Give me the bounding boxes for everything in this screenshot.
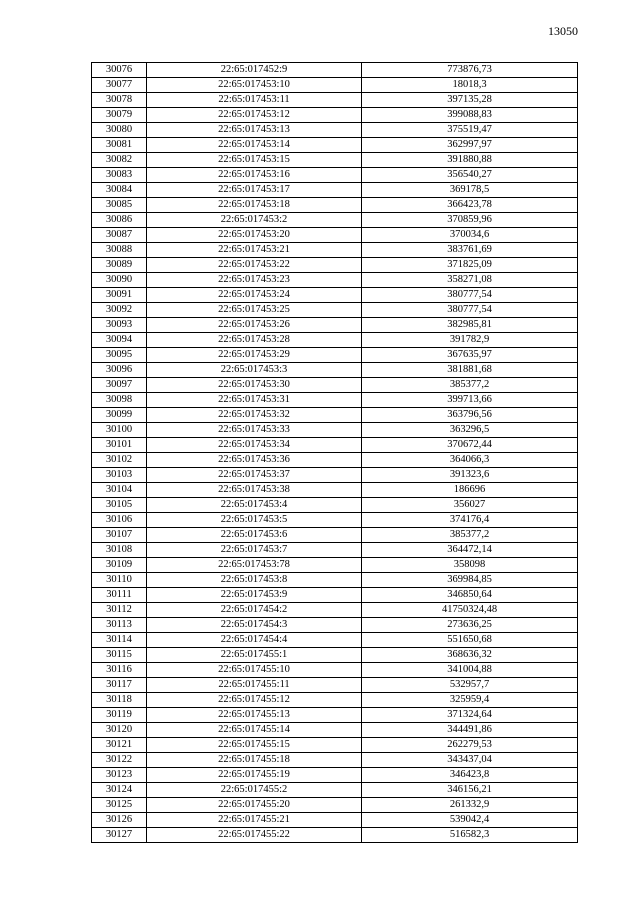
- cadastral-number-cell: 22:65:017455:11: [147, 678, 362, 693]
- cadastral-number-cell: 22:65:017455:21: [147, 813, 362, 828]
- cadastral-number-cell: 22:65:017453:6: [147, 528, 362, 543]
- cadastral-value-cell: 391323,6: [362, 468, 578, 483]
- row-number-cell: 30121: [92, 738, 147, 753]
- table-row: [92, 483, 578, 498]
- row-number-cell: 30091: [92, 288, 147, 303]
- table-row: [92, 768, 578, 783]
- row-number-cell: 30127: [92, 828, 147, 843]
- cadastral-number-cell: 22:65:017453:2: [147, 213, 362, 228]
- cadastral-value-cell: 391782,9: [362, 333, 578, 348]
- table-row: [92, 333, 578, 348]
- cadastral-value-cell: 380777,54: [362, 288, 578, 303]
- table-row: [92, 408, 578, 423]
- cadastral-value-cell: 261332,9: [362, 798, 578, 813]
- table-row: [92, 633, 578, 648]
- table-row: [92, 453, 578, 468]
- row-number-cell: 30118: [92, 693, 147, 708]
- row-number-cell: 30100: [92, 423, 147, 438]
- cadastral-number-cell: 22:65:017453:12: [147, 108, 362, 123]
- table-row: [92, 108, 578, 123]
- row-number-cell: 30096: [92, 363, 147, 378]
- cadastral-number-cell: 22:65:017453:4: [147, 498, 362, 513]
- row-number-cell: 30097: [92, 378, 147, 393]
- cadastral-number-cell: 22:65:017453:38: [147, 483, 362, 498]
- cadastral-number-cell: 22:65:017453:8: [147, 573, 362, 588]
- cadastral-number-cell: 22:65:017455:2: [147, 783, 362, 798]
- cadastral-value-cell: 369178,5: [362, 183, 578, 198]
- table-row: [92, 783, 578, 798]
- row-number-cell: 30119: [92, 708, 147, 723]
- row-number-cell: 30084: [92, 183, 147, 198]
- row-number-cell: 30110: [92, 573, 147, 588]
- table-row: [92, 348, 578, 363]
- table-row: [92, 678, 578, 693]
- cadastral-value-cell: 356540,27: [362, 168, 578, 183]
- cadastral-value-cell: 369984,85: [362, 573, 578, 588]
- row-number-cell: 30111: [92, 588, 147, 603]
- cadastral-value-cell: 383761,69: [362, 243, 578, 258]
- cadastral-value-cell: 346156,21: [362, 783, 578, 798]
- table-row: [92, 513, 578, 528]
- cadastral-value-cell: 362997,97: [362, 138, 578, 153]
- row-number-cell: 30107: [92, 528, 147, 543]
- row-number-cell: 30080: [92, 123, 147, 138]
- table-row: [92, 378, 578, 393]
- table-row: [92, 573, 578, 588]
- row-number-cell: 30124: [92, 783, 147, 798]
- row-number-cell: 30120: [92, 723, 147, 738]
- table-row: [92, 213, 578, 228]
- row-number-cell: 30122: [92, 753, 147, 768]
- table-row: [92, 228, 578, 243]
- table-row: [92, 543, 578, 558]
- row-number-cell: 30116: [92, 663, 147, 678]
- cadastral-number-cell: 22:65:017453:21: [147, 243, 362, 258]
- table-row: [92, 723, 578, 738]
- cadastral-number-cell: 22:65:017453:33: [147, 423, 362, 438]
- cadastral-number-cell: 22:65:017455:18: [147, 753, 362, 768]
- cadastral-value-cell: 368636,32: [362, 648, 578, 663]
- row-number-cell: 30114: [92, 633, 147, 648]
- cadastral-number-cell: 22:65:017453:15: [147, 153, 362, 168]
- row-number-cell: 30094: [92, 333, 147, 348]
- row-number-cell: 30109: [92, 558, 147, 573]
- cadastral-value-cell: 367635,97: [362, 348, 578, 363]
- cadastral-value-cell: 346850,64: [362, 588, 578, 603]
- cadastral-value-cell: 370034,6: [362, 228, 578, 243]
- table-row: [92, 363, 578, 378]
- cadastral-number-cell: 22:65:017453:36: [147, 453, 362, 468]
- cadastral-number-cell: 22:65:017453:17: [147, 183, 362, 198]
- row-number-cell: 30089: [92, 258, 147, 273]
- row-number-cell: 30112: [92, 603, 147, 618]
- table-row: [92, 798, 578, 813]
- cadastral-number-cell: 22:65:017455:13: [147, 708, 362, 723]
- cadastral-value-cell: 364472,14: [362, 543, 578, 558]
- cadastral-value-cell: 382985,81: [362, 318, 578, 333]
- row-number-cell: 30092: [92, 303, 147, 318]
- cadastral-value-cell: 397135,28: [362, 93, 578, 108]
- table-row: [92, 813, 578, 828]
- cadastral-number-cell: 22:65:017453:26: [147, 318, 362, 333]
- cadastral-value-cell: 551650,68: [362, 633, 578, 648]
- cadastral-value-cell: 375519,47: [362, 123, 578, 138]
- row-number-cell: 30113: [92, 618, 147, 633]
- cadastral-number-cell: 22:65:017453:22: [147, 258, 362, 273]
- table-row: [92, 63, 578, 78]
- cadastral-value-cell: 539042,4: [362, 813, 578, 828]
- row-number-cell: 30126: [92, 813, 147, 828]
- table-row: [92, 753, 578, 768]
- cadastral-value-cell: 341004,88: [362, 663, 578, 678]
- cadastral-number-cell: 22:65:017455:22: [147, 828, 362, 843]
- row-number-cell: 30083: [92, 168, 147, 183]
- cadastral-number-cell: 22:65:017455:14: [147, 723, 362, 738]
- cadastral-value-cell: 363296,5: [362, 423, 578, 438]
- cadastral-number-cell: 22:65:017453:25: [147, 303, 362, 318]
- cadastral-number-cell: 22:65:017454:2: [147, 603, 362, 618]
- cadastral-value-cell: 325959,4: [362, 693, 578, 708]
- cadastral-number-cell: 22:65:017453:24: [147, 288, 362, 303]
- row-number-cell: 30102: [92, 453, 147, 468]
- table-row: [92, 273, 578, 288]
- cadastral-number-cell: 22:65:017453:16: [147, 168, 362, 183]
- cadastral-value-cell: 399713,66: [362, 393, 578, 408]
- cadastral-value-cell: 773876,73: [362, 63, 578, 78]
- cadastral-value-cell: 370672,44: [362, 438, 578, 453]
- table-row: [92, 393, 578, 408]
- row-number-cell: 30101: [92, 438, 147, 453]
- cadastral-number-cell: 22:65:017453:3: [147, 363, 362, 378]
- table-row: [92, 498, 578, 513]
- table-row: [92, 693, 578, 708]
- cadastral-value-cell: 374176,4: [362, 513, 578, 528]
- table-row: [92, 183, 578, 198]
- row-number-cell: 30081: [92, 138, 147, 153]
- cadastral-value-cell: 18018,3: [362, 78, 578, 93]
- table-row: [92, 588, 578, 603]
- cadastral-value-cell: 532957,7: [362, 678, 578, 693]
- cadastral-value-cell: 370859,96: [362, 213, 578, 228]
- table-row: [92, 303, 578, 318]
- table-row: [92, 528, 578, 543]
- table-body: [92, 63, 578, 843]
- table-row: [92, 828, 578, 843]
- table-row: [92, 648, 578, 663]
- cadastral-value-cell: 346423,8: [362, 768, 578, 783]
- row-number-cell: 30093: [92, 318, 147, 333]
- cadastral-number-cell: 22:65:017453:7: [147, 543, 362, 558]
- cadastral-number-cell: 22:65:017455:12: [147, 693, 362, 708]
- cadastral-number-cell: 22:65:017453:20: [147, 228, 362, 243]
- cadastral-value-cell: 356027: [362, 498, 578, 513]
- cadastral-number-cell: 22:65:017453:78: [147, 558, 362, 573]
- table-row: [92, 663, 578, 678]
- row-number-cell: 30104: [92, 483, 147, 498]
- row-number-cell: 30098: [92, 393, 147, 408]
- cadastral-value-cell: 343437,04: [362, 753, 578, 768]
- cadastral-number-cell: 22:65:017453:32: [147, 408, 362, 423]
- cadastral-value-cell: 363796,56: [362, 408, 578, 423]
- cadastral-value-cell: 391880,88: [362, 153, 578, 168]
- table-row: [92, 708, 578, 723]
- table-row: [92, 138, 578, 153]
- table-row: [92, 288, 578, 303]
- row-number-cell: 30115: [92, 648, 147, 663]
- table-row: [92, 318, 578, 333]
- cadastral-number-cell: 22:65:017453:10: [147, 78, 362, 93]
- cadastral-number-cell: 22:65:017452:9: [147, 63, 362, 78]
- cadastral-value-cell: 186696: [362, 483, 578, 498]
- cadastral-number-cell: 22:65:017453:9: [147, 588, 362, 603]
- row-number-cell: 30076: [92, 63, 147, 78]
- table-row: [92, 198, 578, 213]
- cadastral-number-cell: 22:65:017453:23: [147, 273, 362, 288]
- row-number-cell: 30090: [92, 273, 147, 288]
- table-row: [92, 243, 578, 258]
- row-number-cell: 30125: [92, 798, 147, 813]
- cadastral-number-cell: 22:65:017453:13: [147, 123, 362, 138]
- row-number-cell: 30087: [92, 228, 147, 243]
- cadastral-number-cell: 22:65:017453:11: [147, 93, 362, 108]
- cadastral-value-cell: 371825,09: [362, 258, 578, 273]
- row-number-cell: 30077: [92, 78, 147, 93]
- cadastral-value-cell: 380777,54: [362, 303, 578, 318]
- table-row: [92, 93, 578, 108]
- cadastral-number-cell: 22:65:017453:14: [147, 138, 362, 153]
- row-number-cell: 30088: [92, 243, 147, 258]
- row-number-cell: 30123: [92, 768, 147, 783]
- table-row: [92, 153, 578, 168]
- cadastral-number-cell: 22:65:017455:19: [147, 768, 362, 783]
- table-row: [92, 78, 578, 93]
- row-number-cell: 30099: [92, 408, 147, 423]
- cadastral-value-cell: 41750324,48: [362, 603, 578, 618]
- row-number-cell: 30078: [92, 93, 147, 108]
- table-row: [92, 123, 578, 138]
- row-number-cell: 30085: [92, 198, 147, 213]
- table-row: [92, 468, 578, 483]
- table-row: [92, 258, 578, 273]
- row-number-cell: 30079: [92, 108, 147, 123]
- table-row: [92, 558, 578, 573]
- cadastral-value-table: [91, 62, 578, 843]
- cadastral-value-cell: 358271,08: [362, 273, 578, 288]
- cadastral-number-cell: 22:65:017454:4: [147, 633, 362, 648]
- row-number-cell: 30082: [92, 153, 147, 168]
- row-number-cell: 30095: [92, 348, 147, 363]
- cadastral-value-cell: 381881,68: [362, 363, 578, 378]
- cadastral-value-cell: 262279,53: [362, 738, 578, 753]
- cadastral-value-cell: 385377,2: [362, 378, 578, 393]
- cadastral-value-cell: 385377,2: [362, 528, 578, 543]
- table-row: [92, 168, 578, 183]
- cadastral-number-cell: 22:65:017455:15: [147, 738, 362, 753]
- cadastral-number-cell: 22:65:017453:28: [147, 333, 362, 348]
- cadastral-number-cell: 22:65:017453:37: [147, 468, 362, 483]
- cadastral-number-cell: 22:65:017453:29: [147, 348, 362, 363]
- table-row: [92, 738, 578, 753]
- cadastral-value-cell: 364066,3: [362, 453, 578, 468]
- cadastral-number-cell: 22:65:017453:34: [147, 438, 362, 453]
- cadastral-value-cell: 358098: [362, 558, 578, 573]
- cadastral-number-cell: 22:65:017455:10: [147, 663, 362, 678]
- cadastral-value-cell: 366423,78: [362, 198, 578, 213]
- cadastral-number-cell: 22:65:017453:31: [147, 393, 362, 408]
- row-number-cell: 30117: [92, 678, 147, 693]
- cadastral-number-cell: 22:65:017453:5: [147, 513, 362, 528]
- table-row: [92, 438, 578, 453]
- row-number-cell: 30086: [92, 213, 147, 228]
- cadastral-number-cell: 22:65:017453:30: [147, 378, 362, 393]
- page-number: 13050: [548, 24, 578, 38]
- table-row: [92, 423, 578, 438]
- table-row: [92, 603, 578, 618]
- cadastral-value-cell: 516582,3: [362, 828, 578, 843]
- cadastral-value-cell: 344491,86: [362, 723, 578, 738]
- table-row: [92, 618, 578, 633]
- cadastral-number-cell: 22:65:017455:1: [147, 648, 362, 663]
- row-number-cell: 30108: [92, 543, 147, 558]
- row-number-cell: 30105: [92, 498, 147, 513]
- cadastral-number-cell: 22:65:017455:20: [147, 798, 362, 813]
- row-number-cell: 30103: [92, 468, 147, 483]
- cadastral-value-cell: 371324,64: [362, 708, 578, 723]
- cadastral-value-cell: 399088,83: [362, 108, 578, 123]
- row-number-cell: 30106: [92, 513, 147, 528]
- cadastral-number-cell: 22:65:017454:3: [147, 618, 362, 633]
- cadastral-number-cell: 22:65:017453:18: [147, 198, 362, 213]
- cadastral-value-cell: 273636,25: [362, 618, 578, 633]
